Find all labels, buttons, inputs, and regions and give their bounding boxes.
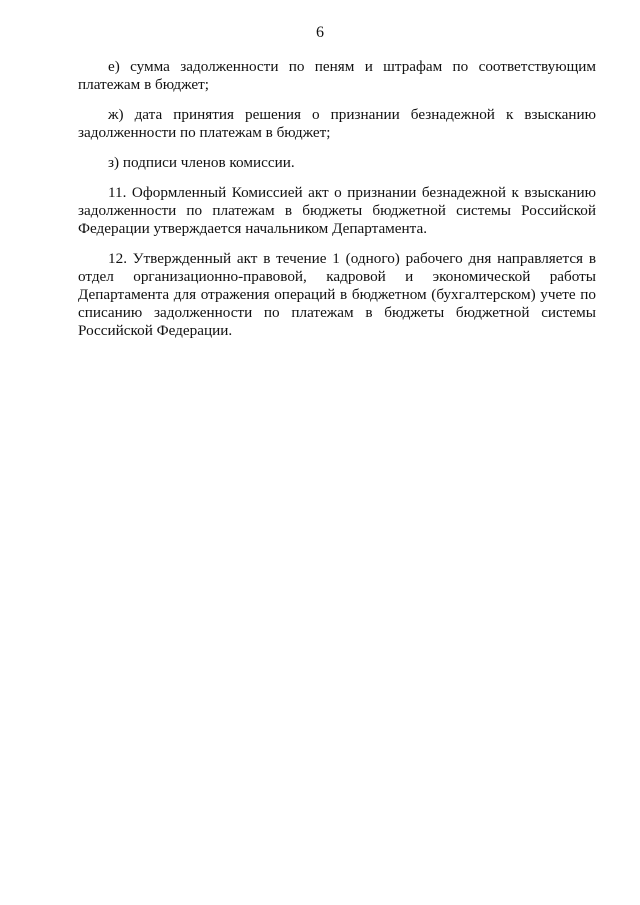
document-body <box>78 58 596 352</box>
paragraph-item-z: з) подписи членов комиссии. <box>108 154 295 171</box>
paragraph-item-e: е) сумма задолженности по пеням и штрафам по соответствующим платежам в бюджет; <box>78 58 596 93</box>
paragraph-clause-11: 11. Оформленный Комиссией акт о признании безнадежной к взысканию задолженности по платежам в бюджеты бюджетной системы Российской Федерации утверждается начальником Департамента. <box>78 184 596 237</box>
page-number: 6 <box>316 24 324 41</box>
paragraph-item-zh: ж) дата принятия решения о признании безнадежной к взысканию задолженности по платежам в бюджет; <box>78 106 596 141</box>
paragraph-clause-12: 12. Утвержденный акт в течение 1 (одного) рабочего дня направляется в отдел организационно-правовой, кадровой и экономической работы Департамента для отражения операций в бюджетном (бухгалтерском) учете по списанию задолженности по платежам в бюджеты бюджетной системы Российской Федерации. <box>78 250 596 339</box>
